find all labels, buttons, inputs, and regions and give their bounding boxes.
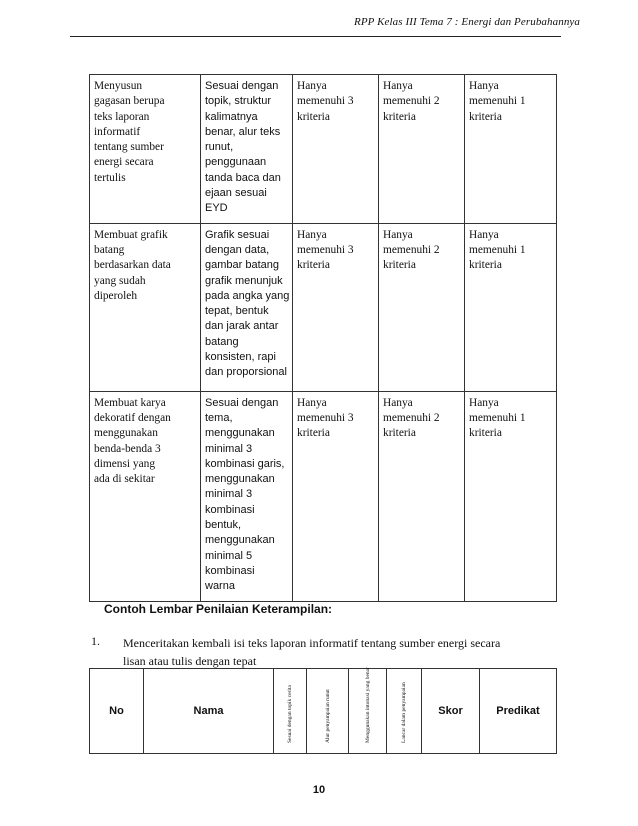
item-text-line: Menceritakan kembali isi teks laporan informatif tentang sumber energi secara [123,636,501,650]
cell-line: dimensi yang [94,457,156,470]
cell-line: kriteria [383,259,416,272]
criterion-header [387,669,422,754]
cell-line: grafik menunjuk [205,274,283,287]
rubric-row [90,391,557,601]
cell-line: kriteria [297,259,330,272]
criterion-header [274,669,307,754]
cell-line: dengan data, [205,243,270,256]
cell-line: yang sudah [94,274,146,287]
cell-line: menggunakan [205,473,275,486]
score-table [89,668,557,754]
cell-line: Hanya [383,396,413,409]
cell-line: kriteria [469,259,502,272]
cell-line: memenuhi 1 [469,243,526,256]
cell-line: gagasan berupa [94,95,165,108]
level-1-cell [465,391,557,601]
cell-line: minimal 3 [205,442,253,455]
cell-line: memenuhi 3 [297,411,354,424]
cell-line: EYD [205,202,228,215]
cell-line: runut, [205,141,234,154]
score-header-row [90,669,557,754]
cell-line: energi secara [94,156,154,169]
cell-line: memenuhi 3 [297,243,354,256]
level-2-cell [379,75,465,224]
level-3-cell [293,75,379,224]
section-heading: Contoh Lembar Penilaian Keterampilan: [104,602,333,616]
criterion-cell [90,75,201,224]
cell-line: tertulis [94,171,126,184]
cell-line: tema, [205,411,233,424]
cell-line: Hanya [383,80,413,92]
cell-line: memenuhi 1 [469,95,526,108]
cell-line: penggunaan [205,156,267,169]
cell-line: memenuhi 2 [383,95,440,108]
cell-line: kombinasi [205,564,255,577]
cell-line: bentuk, [205,519,242,532]
cell-line: batang [205,335,239,348]
level-3-cell [293,223,379,391]
level-2-cell [379,223,465,391]
cell-line: diperoleh [94,289,138,302]
item-number: 1. [91,634,100,648]
cell-line: Sesuai dengan [205,80,279,92]
description-cell [201,223,293,391]
cell-line: memenuhi 2 [383,411,440,424]
col-skor-header: Skor [422,669,480,754]
item-text-line: lisan atau tulis dengan tepat [123,654,257,668]
cell-line: minimal 5 [205,549,253,562]
page-number: 10 [312,784,326,796]
criterion-cell [90,391,201,601]
criterion-header-label: Alur penyampaian runut [324,689,331,743]
cell-line: dan proporsional [205,366,287,379]
cell-line: kriteria [469,110,502,123]
level-1-cell [465,223,557,391]
cell-line: gambar batang [205,259,279,272]
cell-line: warna [205,580,235,593]
cell-line: Membuat karya [94,396,166,409]
rubric-row [90,75,557,224]
cell-line: Hanya [383,228,413,241]
description-cell [201,391,293,601]
cell-line: Menyusun [94,80,143,92]
cell-line: batang [94,243,125,256]
cell-line: konsisten, rapi [205,351,276,364]
cell-line: Hanya [469,396,499,409]
cell-line: benar, alur teks [205,125,281,138]
level-2-cell [379,391,465,601]
header-rule [70,36,561,37]
cell-line: informatif [94,125,141,138]
cell-line: Grafik sesuai [205,228,270,241]
cell-line: Hanya [469,228,499,241]
cell-line: Membuat grafik [94,228,168,241]
criterion-header-label: Menggunakan intonasi yang benar [364,667,371,743]
cell-line: tentang sumber [94,141,164,154]
cell-line: kriteria [469,427,502,440]
col-no-header: No [90,669,144,754]
cell-line: minimal 3 [205,488,253,501]
rubric-table [89,74,557,602]
cell-line: memenuhi 1 [469,411,526,424]
cell-line: topik, struktur [205,95,272,108]
cell-line: ada di sekitar [94,473,155,486]
cell-line: benda-benda 3 [94,442,161,455]
cell-line: Hanya [469,80,499,92]
level-3-cell [293,391,379,601]
cell-line: menggunakan [205,427,275,440]
cell-line: kriteria [297,110,330,123]
cell-line: menggunakan [94,427,158,440]
cell-line: Hanya [297,228,327,241]
cell-line: kriteria [383,110,416,123]
cell-line: kombinasi [205,503,255,516]
description-cell [201,75,293,224]
cell-line: teks laporan [94,110,150,123]
cell-line: kriteria [383,427,416,440]
cell-line: Sesuai dengan [205,396,279,409]
cell-line: berdasarkan data [94,259,171,272]
cell-line: ejaan sesuai [205,187,267,200]
cell-line: Hanya [297,396,327,409]
col-predikat-header: Predikat [480,669,557,754]
criterion-header [349,669,387,754]
criterion-header [307,669,349,754]
level-1-cell [465,75,557,224]
cell-line: menggunakan [205,534,275,547]
cell-line: pada angka yang [205,289,290,302]
item-text [123,634,543,670]
criterion-header-label: Sesuai dengan topik cerita [287,685,293,743]
col-nama-header: Nama [144,669,274,754]
cell-line: tanda baca dan [205,171,281,184]
running-header: RPP Kelas III Tema 7 : Energi dan Perubahannya [354,16,580,28]
criterion-header-label: Lancar dalam penyampaian [401,682,407,743]
cell-line: dekoratif dengan [94,411,171,424]
cell-line: tepat, bentuk [205,305,269,318]
cell-line: dan jarak antar [205,320,279,333]
cell-line: kriteria [297,427,330,440]
cell-line: memenuhi 3 [297,95,354,108]
rubric-row [90,223,557,391]
cell-line: kombinasi garis, [205,457,285,470]
cell-line: Hanya [297,80,327,92]
criterion-cell [90,223,201,391]
cell-line: memenuhi 2 [383,243,440,256]
cell-line: kalimatnya [205,110,258,123]
